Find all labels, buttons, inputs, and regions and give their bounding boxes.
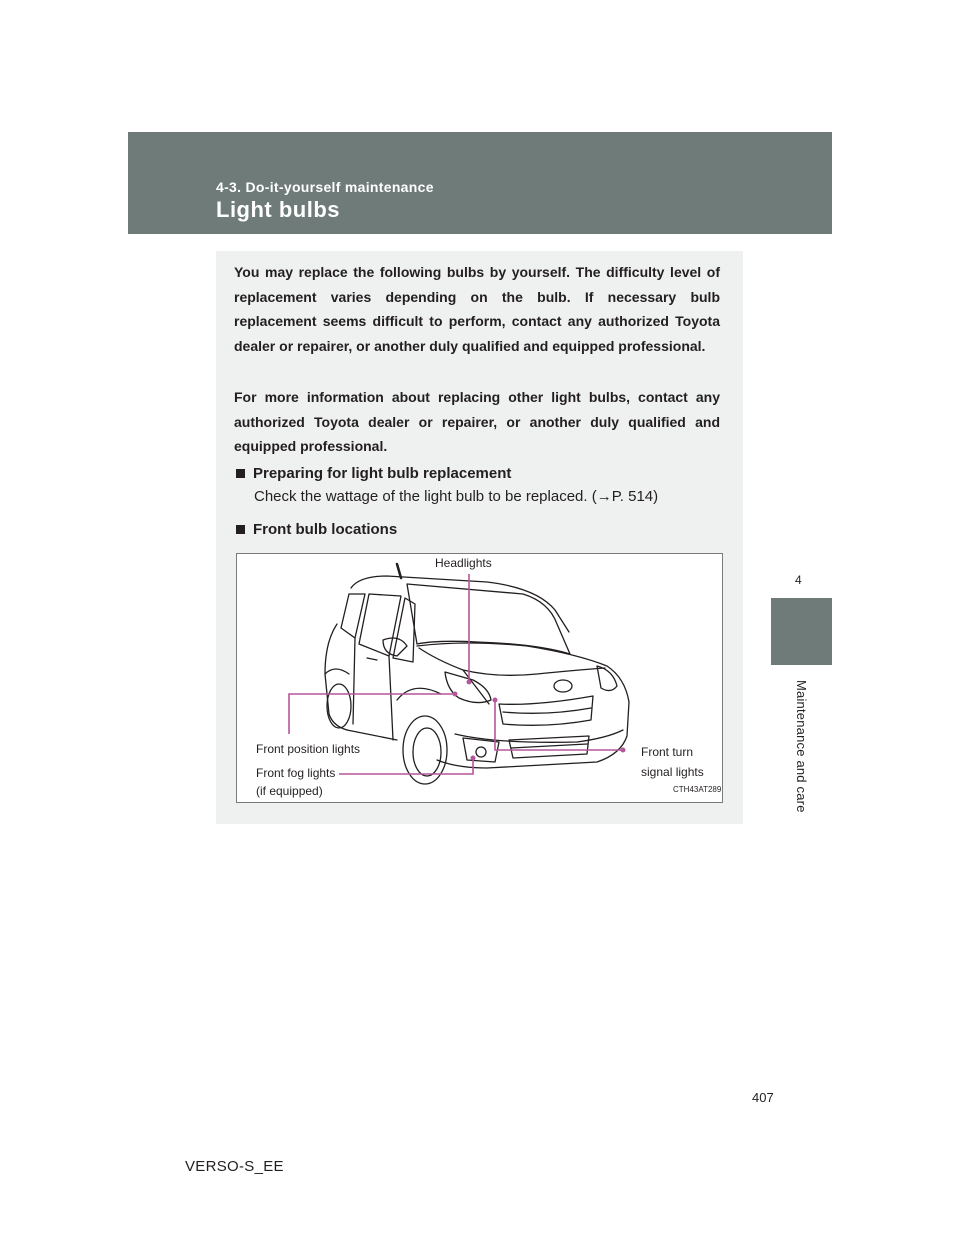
bullet-square-icon: [236, 525, 245, 534]
section-label: 4-3. Do-it-yourself maintenance: [216, 179, 434, 195]
callout-front-fog-lights: [256, 764, 335, 800]
page-title: Light bulbs: [216, 197, 341, 222]
intro-paragraph-1: You may replace the following bulbs by yourself. The difficulty level of replacement varies depending on the bulb. If necessary bulb replacement seems difficult to perform, contact any authorized Toyota dealer or repairer, or another duly qualified and equipped professional.: [234, 264, 720, 354]
callout-front-position-lights: Front position lights: [256, 742, 361, 756]
side-tab-number: 4: [795, 573, 802, 587]
intro-paragraph-2: For more information about replacing other light bulbs, contact any authorized Toyota dealer or repairer, or another duly qualified and equipped professional.: [234, 389, 720, 454]
section-heading-text: Front bulb locations: [253, 521, 398, 538]
section-body-preparing: Check the wattage of the light bulb to be replaced. (→P. 514): [254, 488, 659, 505]
section-heading-preparing: [236, 465, 511, 482]
page-number: 407: [752, 1090, 774, 1105]
chapter-tab-label: Maintenance and care: [794, 680, 809, 813]
figure-code: CTH43AT289: [673, 785, 722, 794]
document-id: VERSO-S_EE: [185, 1158, 284, 1175]
bullet-square-icon: [236, 469, 245, 478]
front-bulb-figure: [236, 553, 723, 803]
chapter-tab[interactable]: [771, 598, 832, 665]
callout-front-turn-line2: signal lights: [641, 765, 704, 779]
callout-headlights: Headlights: [435, 556, 492, 570]
callout-front-fog-line2: (if equipped): [256, 784, 323, 798]
section-heading-front-bulbs: [236, 521, 397, 538]
callout-front-turn-signal-lights: [641, 742, 704, 782]
section-heading-text: Preparing for light bulb replacement: [253, 465, 512, 482]
callout-front-turn-line1: Front turn: [641, 745, 694, 759]
callout-front-fog-line1: Front fog lights: [256, 766, 336, 780]
